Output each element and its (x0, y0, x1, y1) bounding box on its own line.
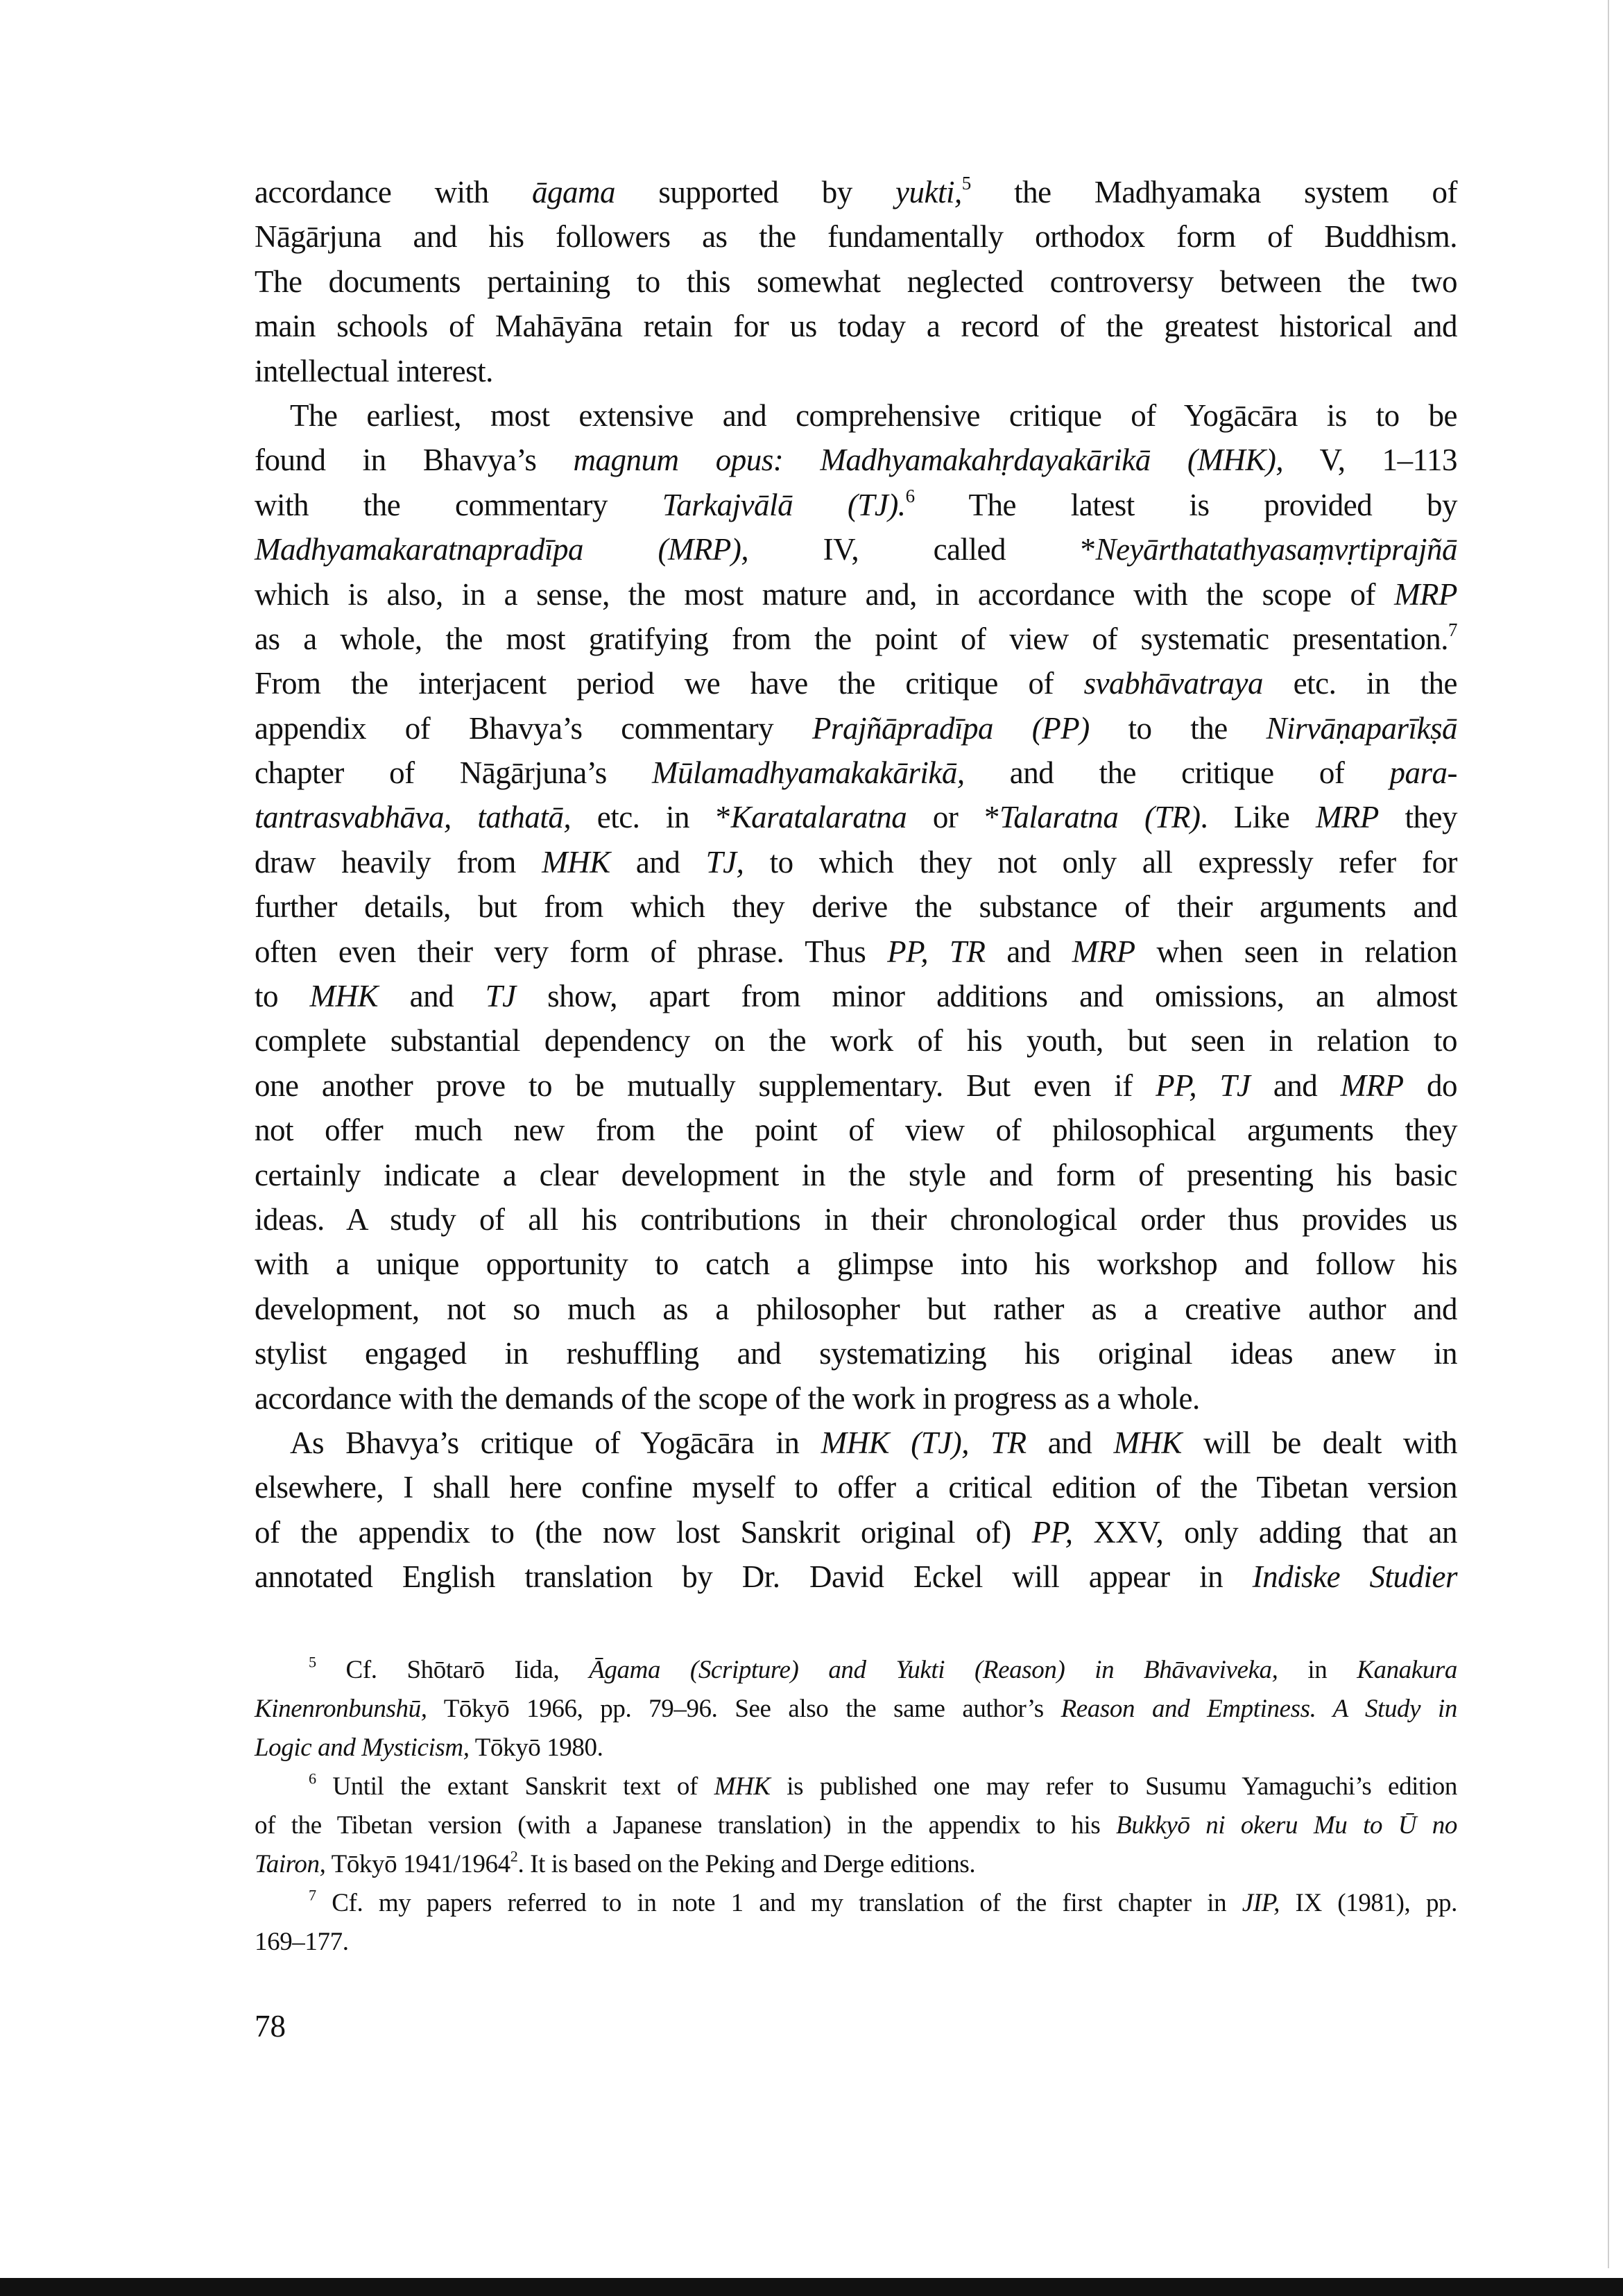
text-run: annotated English translation by Dr. David Eckel will appear in (255, 1559, 1253, 1595)
text-run: of the Tibetan version (with a Japanese translation) in the appendix to his (255, 1811, 1117, 1840)
italic-text: TJ (485, 979, 516, 1014)
text-line (255, 1651, 1457, 1690)
text-run: accordance with (255, 175, 533, 209)
text-run: of the appendix to (the now lost Sanskrit original of) (255, 1514, 1032, 1550)
text-run: development, not so much as a philosopher but rather as a creative author and (255, 1291, 1457, 1326)
text-run: appendix of Bhavya’s commentary (255, 710, 812, 746)
text-line (255, 795, 1457, 839)
text-run: accordance with the demands of the scope of the work in progress as a whole. (255, 1380, 1200, 1416)
text-line (255, 661, 1457, 705)
text-line (255, 259, 1457, 304)
text-run: As Bhavya’s critique of Yogācāra in (290, 1425, 821, 1460)
text-run: the Madhyamaka system of (970, 175, 1458, 209)
italic-text: Tarkajvālā (TJ). (662, 487, 906, 522)
italic-text: Logic and Mysticism, (255, 1733, 470, 1762)
text-run: stylist engaged in reshuffling and systematizing his original ideas anew in (255, 1336, 1457, 1371)
text-run: elsewhere, I shall here confine myself to offer a critical edition of the Tibetan version (255, 1470, 1457, 1505)
italic-text: Bukkyō ni okeru Mu to Ū no (1116, 1811, 1457, 1840)
text-run: complete substantial dependency on the work of his youth, but seen in relation to (255, 1023, 1457, 1059)
body-text (255, 170, 1457, 1600)
text-line (255, 483, 1457, 527)
italic-text: svabhāvatraya (1083, 666, 1264, 701)
text-run: and (378, 979, 486, 1014)
text-run: they (1378, 800, 1458, 835)
text-run: Until the extant Sanskrit text of (316, 1772, 714, 1801)
text-line (255, 1884, 1457, 1923)
text-run: draw heavily from (255, 844, 542, 880)
text-run: to which they not only all expressly refer for (744, 844, 1457, 880)
text-line (255, 1153, 1457, 1197)
text-run: supported by (615, 175, 896, 209)
footnote (255, 1884, 1457, 1962)
text-run: in (1278, 1656, 1357, 1684)
text-run: and (1026, 1425, 1114, 1460)
italic-text: Neyārthatathyasaṃvṛtiprajñā (1095, 532, 1458, 567)
text-run: found in Bhavya’s (255, 443, 574, 478)
italic-text: TJ, (705, 844, 744, 880)
italic-text: Kanakura (1357, 1656, 1457, 1684)
text-run: do (1403, 1068, 1457, 1103)
text-line (255, 1063, 1457, 1108)
text-line (255, 840, 1457, 884)
italic-text: Tairon, (255, 1850, 326, 1878)
italic-text: JIP, (1242, 1889, 1280, 1917)
text-line (255, 974, 1457, 1018)
italic-text: para- (1389, 755, 1458, 791)
text-run: to the (1089, 710, 1266, 746)
text-run: ideas. A study of all his contributions in their chronological order thus provides us (255, 1201, 1457, 1237)
italic-text: āgama (532, 175, 616, 209)
text-run: 169–177. (255, 1928, 349, 1956)
italic-text: MRP (1340, 1068, 1404, 1103)
text-run: Tōkyō 1966, pp. 79–96. See also the same author’s (427, 1695, 1061, 1723)
italic-text: Madhyamakaratnapradīpa (MRP), (255, 532, 749, 567)
page-number: 78 (255, 2009, 286, 2044)
italic-text: PP, TJ (1156, 1068, 1251, 1103)
italic-text: MRP (1394, 576, 1457, 612)
footnote (255, 1767, 1457, 1884)
text-line (255, 214, 1457, 259)
text-run: The documents pertaining to this somewhat neglected controversy between the two (255, 264, 1457, 299)
text-run: not offer much new from the point of view of philosophical arguments they (255, 1113, 1457, 1148)
paragraph (255, 170, 1457, 393)
text-line (255, 617, 1457, 661)
text-run: and the critique of (964, 755, 1390, 791)
text-line (255, 1242, 1457, 1286)
text-run: and (610, 844, 706, 880)
text-run: show, apart from minor additions and omissions, an almost (515, 979, 1457, 1014)
text-run: when seen in relation (1135, 934, 1457, 969)
text-line (255, 1287, 1457, 1331)
text-line (255, 349, 1457, 393)
text-line (255, 572, 1457, 617)
paragraph (255, 393, 1457, 1421)
text-run: IV, called * (748, 532, 1096, 567)
text-line (255, 304, 1457, 348)
text-run: with the commentary (255, 487, 662, 522)
text-run: main schools of Mahāyāna retain for us today a record of the greatest historical and (255, 309, 1457, 344)
italic-text: MRP (1315, 800, 1379, 835)
text-line (255, 1767, 1457, 1806)
text-run: . Like (1200, 800, 1316, 835)
text-run: Cf. my papers referred to in note 1 and my translation of the first chapter in (316, 1889, 1242, 1917)
text-line (255, 1376, 1457, 1421)
footnote-marker: 2 (510, 1847, 518, 1865)
text-line (255, 1108, 1457, 1152)
text-line (255, 1690, 1457, 1729)
text-line (255, 1421, 1457, 1465)
text-run: etc. in * (571, 800, 731, 835)
text-run: Tōkyō 1941/1964 (325, 1850, 510, 1878)
text-line (255, 1331, 1457, 1376)
text-run: which is also, in a sense, the most mature and, in accordance with the scope of (255, 576, 1395, 612)
italic-text: MHK (309, 979, 379, 1014)
text-run: Nāgārjuna and his followers as the fundamentally orthodox form of Buddhism. (255, 219, 1457, 255)
text-line (255, 1554, 1457, 1599)
text-run: The latest is provided by (914, 487, 1457, 522)
italic-text: Prajñāpradīpa (PP) (812, 710, 1090, 746)
text-run: IX (1981), pp. (1279, 1889, 1457, 1917)
text-line (255, 1510, 1457, 1554)
text-run: and (985, 934, 1072, 969)
text-run: with a unique opportunity to catch a glimpse into his workshop and follow his (255, 1246, 1457, 1282)
footnote-marker: 6 (905, 485, 915, 506)
text-line (255, 1465, 1457, 1509)
text-run: certainly indicate a clear development in the style and form of presenting his basic (255, 1157, 1457, 1192)
text-run: or * (907, 800, 999, 835)
italic-text: tantrasvabhāva, tathatā, (255, 800, 572, 835)
text-line (255, 1806, 1457, 1845)
footnote-marker: 7 (309, 1886, 316, 1904)
italic-text: Nirvāṇaparīkṣā (1266, 710, 1458, 746)
italic-text: Reason and Emptiness. A Study in (1060, 1695, 1457, 1723)
footnote-marker: 5 (309, 1653, 316, 1671)
text-run: V, 1–113 (1283, 443, 1457, 478)
text-line (255, 751, 1457, 795)
text-line (255, 438, 1457, 482)
text-line (255, 1197, 1457, 1242)
italic-text: Karatalaratna (730, 800, 907, 835)
italic-text: Āgama (Scripture) and Yukti (Reason) in Bhāvaviveka, (589, 1656, 1278, 1684)
italic-text: yukti, (895, 175, 962, 209)
text-line (255, 170, 1457, 214)
italic-text: Talaratna (TR) (999, 800, 1201, 835)
text-run: will be dealt with (1181, 1425, 1458, 1460)
text-line (255, 1018, 1457, 1063)
text-run: etc. in the (1263, 666, 1457, 701)
text-run: chapter of Nāgārjuna’s (255, 755, 652, 791)
text-run: often even their very form of phrase. Thus (255, 934, 888, 969)
footnotes (255, 1651, 1457, 1962)
text-line (255, 929, 1457, 974)
scan-bottom-border (0, 2278, 1623, 2296)
text-line (255, 1729, 1457, 1767)
italic-text: Kinenronbunshū, (255, 1695, 427, 1723)
text-line (255, 706, 1457, 751)
text-run: to (255, 979, 310, 1014)
italic-text: MHK (1113, 1425, 1182, 1460)
italic-text: MHK (542, 844, 610, 880)
text-run: and (1250, 1068, 1341, 1103)
text-run: The earliest, most extensive and comprehensive critique of Yogācāra is to be (290, 397, 1457, 433)
italic-text: MHK (714, 1772, 771, 1801)
italic-text: PP, (1031, 1514, 1073, 1550)
italic-text: Indiske Studier (1252, 1559, 1457, 1595)
paragraph (255, 1421, 1457, 1600)
italic-text: Mūlamadhyamakakārikā, (651, 755, 965, 791)
text-run: From the interjacent period we have the critique of (255, 666, 1084, 701)
italic-text: MHK (TJ), TR (821, 1425, 1027, 1460)
text-line (255, 884, 1457, 929)
text-run: Tōkyō 1980. (469, 1733, 603, 1762)
text-run: XXV, only adding that an (1072, 1514, 1458, 1550)
footnote (255, 1651, 1457, 1767)
footnote-marker: 5 (961, 173, 971, 194)
text-line (255, 393, 1457, 438)
text-run: is published one may refer to Susumu Yamaguchi’s edition (770, 1772, 1458, 1801)
text-run: as a whole, the most gratifying from the point of view of systematic presentation. (255, 621, 1448, 656)
scan-edge-rule (1608, 0, 1609, 2268)
footnote-marker: 7 (1448, 619, 1457, 641)
text-run: Cf. Shōtarō Iida, (316, 1656, 590, 1684)
text-run: further details, but from which they derive the substance of their arguments and (255, 889, 1457, 925)
text-line (255, 1845, 1457, 1884)
text-line (255, 527, 1457, 572)
text-run: intellectual interest. (255, 353, 493, 388)
italic-text: MRP (1072, 934, 1135, 969)
text-line (255, 1923, 1457, 1962)
italic-text: magnum opus: Madhyamakahṛdayakārikā (MHK), (573, 443, 1284, 478)
text-run: . It is based on the Peking and Derge editions. (517, 1850, 976, 1878)
text-run: one another prove to be mutually supplementary. But even if (255, 1068, 1156, 1103)
footnote-marker: 6 (309, 1770, 316, 1788)
italic-text: PP, TR (887, 934, 986, 969)
